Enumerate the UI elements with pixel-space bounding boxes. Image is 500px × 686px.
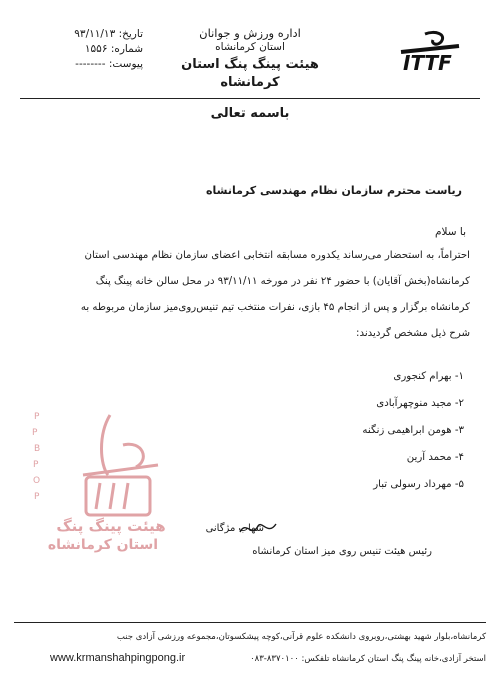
signer-title: رئیس هیئت تنیس روی میز استان کرمانشاه xyxy=(252,546,432,557)
attachment-row xyxy=(33,58,143,70)
footer-address-2: استخر آزادی،خانه پینگ پنگ استان کرمانشاه تلفکس: ۸۳۷۰۱۰۰-۰۸۳ xyxy=(250,654,486,664)
list-item: ۵- مهرداد رسولی تبار xyxy=(373,479,464,490)
number-value: ۱۵۵۶ xyxy=(84,43,108,55)
header-divider xyxy=(20,98,480,99)
org-line-2: استان کرمانشاه xyxy=(215,41,285,53)
date-value: ۹۳/۱۱/۱۳ xyxy=(74,28,116,40)
stamp-line-2: استان کرمانشاه xyxy=(47,537,159,553)
svg-text:P: P xyxy=(32,428,38,438)
body-line-4: شرح ذیل مشخص گردیدند: xyxy=(356,328,470,339)
svg-text:P: P xyxy=(34,412,40,422)
org-line-3: هیئت پینگ پنگ استان xyxy=(181,57,319,72)
ittf-logo xyxy=(395,30,465,76)
attachment-label: پیوست: xyxy=(108,58,143,70)
list-item: ۴- محمد آرین xyxy=(406,452,464,463)
footer-address-1: کرمانشاه،بلوار شهید بهشتی،روبروی دانشکده علوم قرآنی،کوچه پیشکسوتان،مجموعه ورزشی آزادی جنب xyxy=(116,632,486,642)
number-label: شماره: xyxy=(110,43,143,55)
attachment-value: -------- xyxy=(75,58,106,70)
svg-text:B: B xyxy=(34,444,41,454)
list-item: ۱- بهرام کنجوری xyxy=(393,371,464,382)
website-link[interactable]: www.krmanshahpingpong.ir xyxy=(50,652,186,664)
footer-divider xyxy=(14,622,486,623)
signer-name: شهاب مژگانی xyxy=(205,523,264,534)
body-line-1: احتراماً، به استحضار می‌رساند یکدوره مسابقه انتخابی اعضای سازمان نظام مهندسی استان xyxy=(84,250,470,261)
list-item: ۳- هومن ابراهیمی زنگنه xyxy=(362,425,464,436)
logo-text: ITTF xyxy=(403,51,452,75)
svg-text:P: P xyxy=(33,460,39,470)
org-line-4: کرمانشاه xyxy=(220,75,280,90)
svg-text:O: O xyxy=(33,476,41,486)
list-item: ۲- مجید منوچهرآبادی xyxy=(376,398,464,409)
greeting: با سلام xyxy=(434,226,466,238)
date-row xyxy=(33,28,143,40)
body-line-3: کرمانشاه برگزار و پس از انجام ۴۵ بازی، نفرات منتخب تیم تنیس‌روی‌میز سازمان مربوطه به xyxy=(80,302,470,313)
svg-text:P: P xyxy=(34,492,40,502)
org-line-1: اداره ورزش و جوانان xyxy=(199,26,301,40)
official-stamp xyxy=(28,405,178,575)
number-row xyxy=(33,43,143,55)
body-line-2: کرمانشاه(بخش آقایان) با حضور ۲۴ نفر در مورخه ۹۳/۱۱/۱۱ در محل سالن خانه پینگ پنگ xyxy=(95,276,470,287)
letter-heading: باسمه تعالی xyxy=(210,106,290,121)
stamp-line-1: هیئت پینگ پنگ xyxy=(56,517,166,535)
recipient: ریاست محترم سازمان نظام مهندسی کرمانشاه xyxy=(206,184,462,197)
date-label: تاریخ: xyxy=(118,28,143,40)
